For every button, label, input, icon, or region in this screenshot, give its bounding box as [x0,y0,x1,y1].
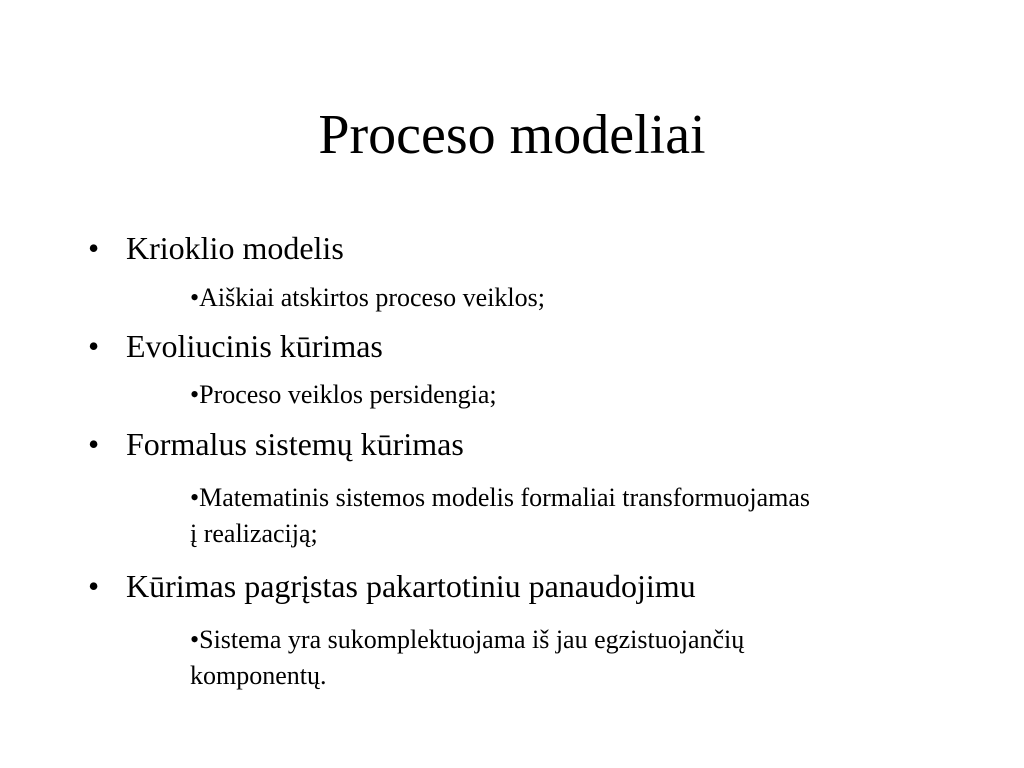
bullet-item-label: Evoliucinis kūrimas [126,328,383,364]
bullet-item-label: Krioklio modelis [126,230,344,266]
bullet-item-label: Formalus sistemų kūrimas [126,426,464,462]
bullet-icon: • [88,426,100,462]
slide-title: Proceso modeliai [318,104,706,166]
bullet-icon: • [88,328,100,364]
sub-bullet-waterfall: •Aiškiai atskirtos proceso veiklos; [190,283,545,312]
bullet-icon: • [88,568,100,604]
bullet-item-label: Kūrimas pagrįstas pakartotiniu panaudojimu [126,568,696,604]
sub-bullet-evolutionary: •Proceso veiklos persidengia; [190,380,497,409]
bullet-icon: • [88,230,100,266]
sub-bullet-reuse: •Sistema yra sukomplektuojama iš jau egzistuojančių komponentų. [190,625,745,690]
sub-bullet-formal: •Matematinis sistemos modelis formaliai transformuojamas į realizaciją; [190,483,810,548]
